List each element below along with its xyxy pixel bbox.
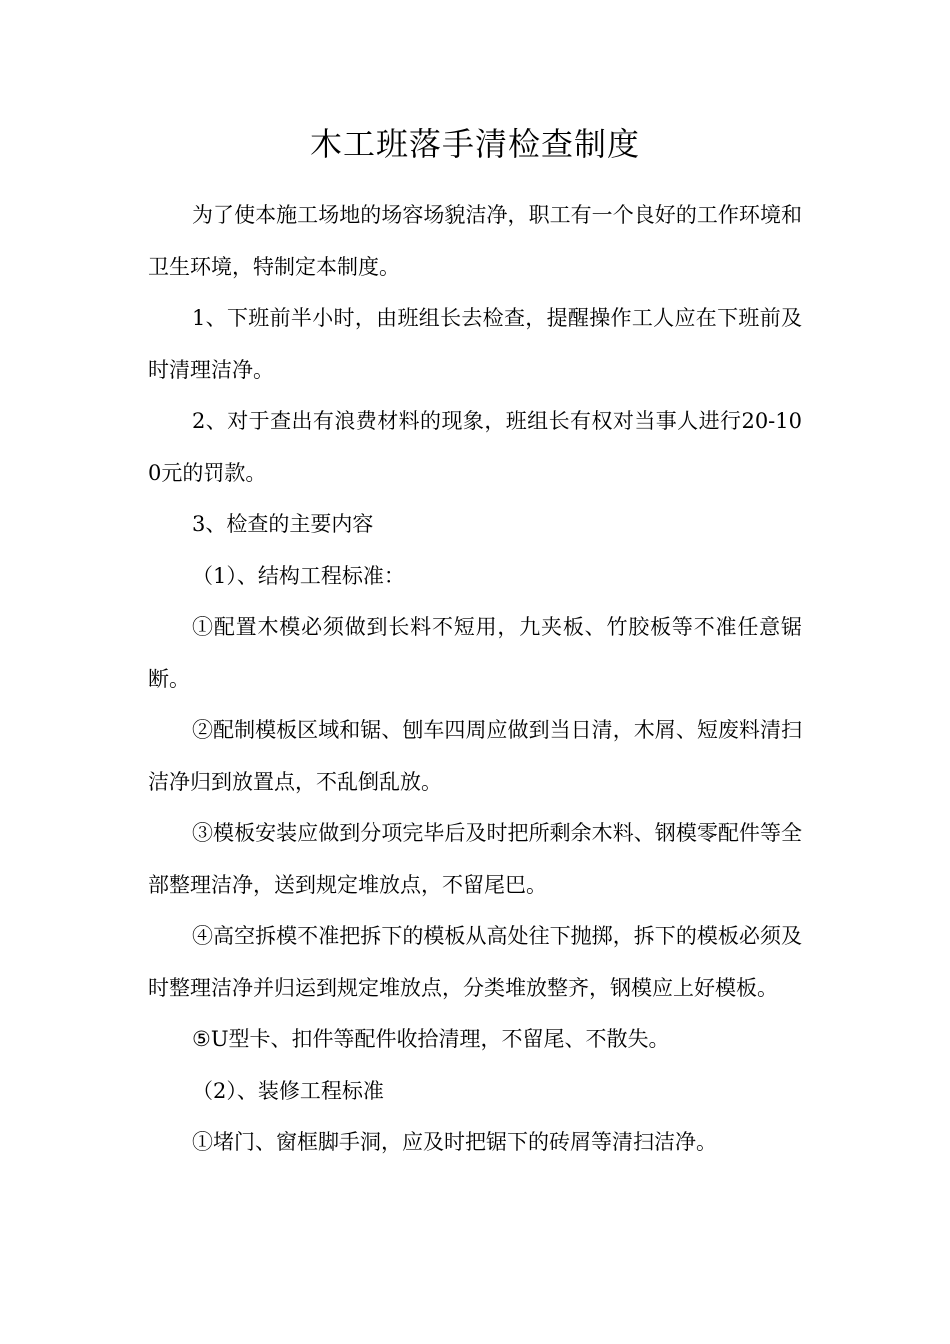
- paragraph-intro: 为了使本施工场地的场容场貌洁净，职工有一个良好的工作环境和卫生环境，特制定本制度。: [148, 203, 802, 279]
- paragraph-structure-item-1: ①配置木模必须做到长料不短用，九夹板、竹胶板等不准任意锯断。: [148, 615, 802, 691]
- paragraph-structure-item-2: ②配制模板区域和锯、刨车四周应做到当日清，木屑、短废料清扫洁净归到放置点，不乱倒乱放。: [148, 718, 802, 794]
- paragraph-structure-item-4: ④高空拆模不准把拆下的模板从高处往下抛掷，拆下的模板必须及时整理洁净并归运到规定堆放点，分类堆放整齐，钢模应上好模板。: [148, 924, 802, 1000]
- paragraph-rule-3: 3、检查的主要内容: [192, 512, 374, 536]
- paragraph-decoration-item-1: ①堵门、窗框脚手洞，应及时把锯下的砖屑等清扫洁净。: [192, 1130, 717, 1154]
- document-title: 木工班落手清检查制度: [309, 125, 640, 163]
- paragraph-section-structure: （1）、结构工程标准：: [192, 563, 405, 588]
- document-body: [148, 190, 802, 1169]
- paragraph-structure-item-5: ⑤U型卡、扣件等配件收拾清理，不留尾、不散失。: [192, 1027, 670, 1051]
- paragraph-structure-item-3: ③模板安装应做到分项完毕后及时把所剩余木料、钢模零配件等全部整理洁净，送到规定堆放点，不留尾巴。: [148, 821, 802, 897]
- paragraph-rule-2: 2、对于查出有浪费材料的现象，班组长有权对当事人进行20-100元的罚款。: [148, 409, 802, 485]
- paragraph-section-decoration: （2）、装修工程标准: [192, 1078, 384, 1103]
- paragraph-rule-1: 1、下班前半小时，由班组长去检查，提醒操作工人应在下班前及时清理洁净。: [148, 306, 802, 382]
